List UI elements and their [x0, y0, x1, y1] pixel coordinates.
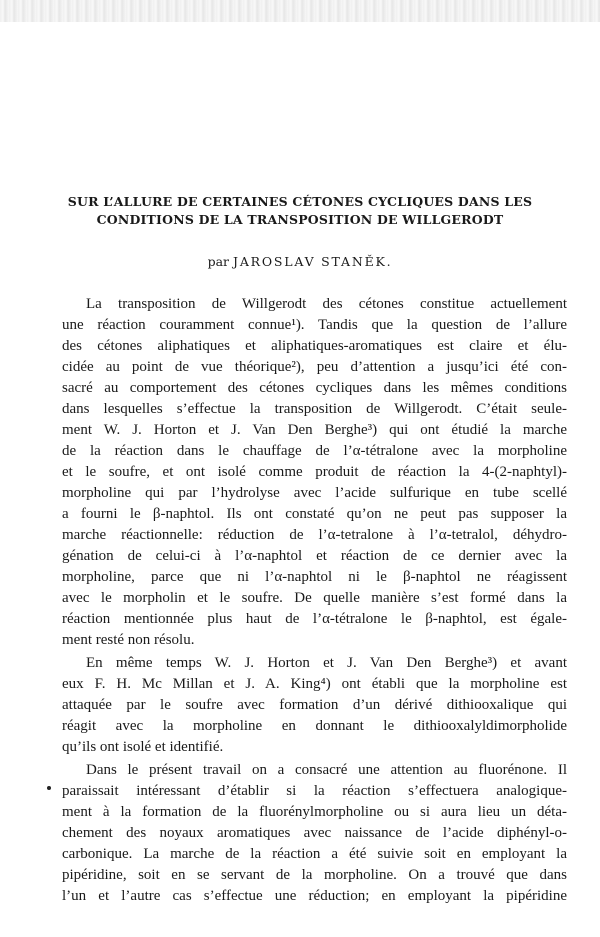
body-line: réaction mentionnée plus haut de l’α-tétralone le β-naphtol, est égale-	[62, 611, 567, 627]
body-line: sacré au comportement des cétones cycliques dans les mêmes conditions	[62, 380, 567, 396]
body-line: eux F. H. Mc Millan et J. A. King⁴) ont établi que la morpholine est	[62, 676, 567, 692]
body-line: carbonique. La marche de la réaction a été suivie soit en employant la	[62, 846, 567, 862]
body-line: l’un et l’autre cas s’effectue une réduction; en employant la pipéridine	[62, 888, 567, 904]
body-line: ment à la formation de la fluorénylmorpholine ou si aura lieu un déta-	[62, 804, 567, 820]
body-line: qu’ils ont isolé et identifié.	[62, 739, 224, 755]
body-line: de la réaction dans le chauffage de l’α-tétralone avec la morpholine	[62, 443, 567, 459]
body-line: dans lesquelles s’effectue la transposition de Willgerodt. C’était seule-	[62, 401, 567, 417]
body-line: et le soufre, et ont isolé comme produit de réaction la 4-(2-naphtyl)-	[62, 464, 567, 480]
body-line: Dans le présent travail on a consacré une attention au fluorénone. Il	[86, 762, 567, 778]
margin-mark	[47, 786, 51, 790]
author-prefix: par	[207, 254, 230, 269]
body-line: paraissait intéressant d’établir si la réaction s’effectuera analogique-	[62, 783, 567, 799]
body-line: réagit avec la morpholine en donnant le dithiooxalyldimorpholide	[62, 718, 567, 734]
body-line: En même temps W. J. Horton et J. Van Den Berghe³) et avant	[86, 655, 567, 671]
author-name: JAROSLAV STANĚK.	[233, 254, 393, 269]
body-line: ment W. J. Horton et J. Van Den Berghe³) qui ont étudié la marche	[62, 422, 567, 438]
author-byline	[50, 254, 550, 269]
article-title-line-1: SUR L’ALLURE DE CERTAINES CÉTONES CYCLIQUES DANS LES	[67, 194, 533, 209]
body-line: chement des noyaux aromatiques avec naissance de l’acide diphényl-o-	[62, 825, 567, 841]
body-line: pipéridine, soit en se servant de la morpholine. On a trouvé que dans	[62, 867, 567, 883]
body-line: morpholine qui par l’hydrolyse avec l’acide sulfurique en tube scellé	[62, 485, 567, 501]
body-line: La transposition de Willgerodt des cétones constitue actuellement	[86, 296, 567, 312]
body-line: avec le morpholin et le soufre. De quelle manière s’est formé dans la	[62, 590, 567, 606]
article-title-line-2: CONDITIONS DE LA TRANSPOSITION DE WILLGERODT	[96, 212, 504, 227]
body-line: attaquée par le soufre avec formation d’un dérivé dithiooxalique qui	[62, 697, 567, 713]
body-line: des cétones aliphatiques et aliphatiques-aromatiques est claire et élu-	[62, 338, 567, 354]
body-line: cidée au point de vue théorique²), peu d’attention a jusqu’ici été con-	[62, 359, 567, 375]
body-line: une réaction couramment connue¹). Tandis que la question de l’allure	[62, 317, 567, 333]
body-line: génation de celui-ci à l’α-naphtol et réaction de ce dernier avec la	[62, 548, 567, 564]
body-line: ment resté non résolu.	[62, 632, 195, 648]
body-line: morpholine, parce que ni l’α-naphtol ni le β-naphtol ne réagissent	[62, 569, 567, 585]
body-line: marche réactionnelle: réduction de l’α-tetralone à l’α-tetralol, déhydro-	[62, 527, 567, 543]
body-line: a fourni le β-naphtol. Ils ont constaté qu’on ne peut pas supposer la	[62, 506, 567, 522]
